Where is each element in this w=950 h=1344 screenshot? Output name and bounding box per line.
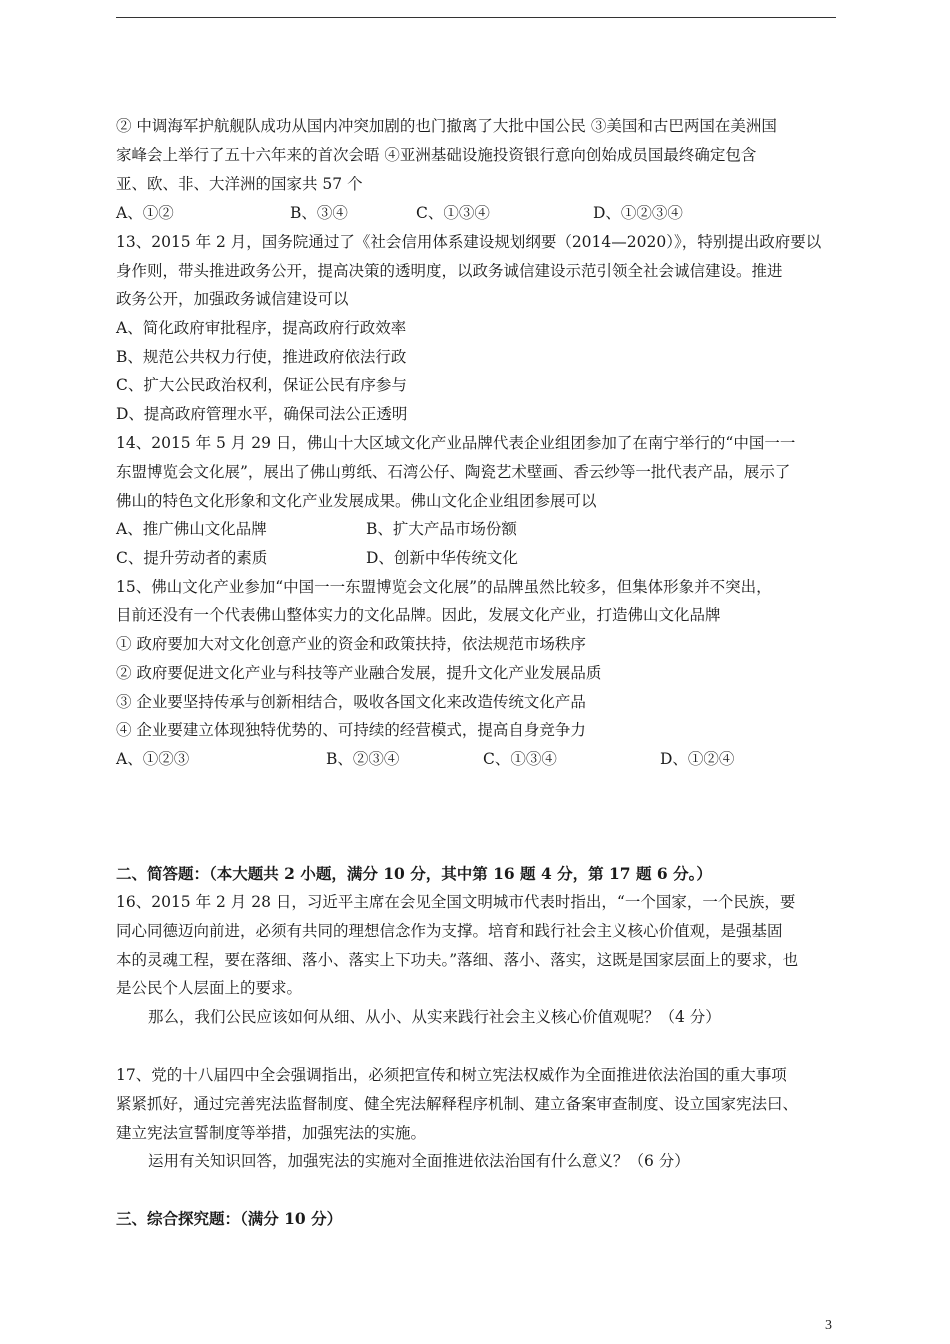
- q14-option-a: A、推广佛山文化品牌: [116, 520, 267, 538]
- q15-option-d: D、①②④: [660, 750, 735, 768]
- q16-line-4: 是公民个人层面上的要求。: [116, 979, 303, 997]
- section-2-heading: 二、简答题：（本大题共 2 小题，满分 10 分，其中第 16 题 4 分，第 17 题 6 分。）: [116, 864, 712, 883]
- q16-line-1: 16、2015 年 2 月 28 日，习近平主席在会见全国文明城市代表时指出，“一个国家，一个民族，要: [116, 893, 796, 911]
- q12-line-1: ② 中调海军护航舰队成功从国内冲突加剧的也门撤离了大批中国公民 ③美国和古巴两国在美洲国: [116, 117, 777, 135]
- q15-item-2: ② 政府要促进文化产业与科技等产业融合发展，提升文化产业发展品质: [116, 664, 602, 682]
- q12-line-2: 家峰会上举行了五十六年来的首次会晤 ④亚洲基础设施投资银行意向创始成员国最终确定包含: [116, 146, 757, 164]
- q12-option-c: C、①③④: [416, 204, 490, 222]
- q13-option-b: B、规范公共权力行使，推进政府依法行政: [116, 348, 407, 366]
- q12-option-b: B、③④: [290, 204, 348, 222]
- section-3-heading: 三、综合探究题：（满分 10 分）: [116, 1209, 343, 1228]
- q13-option-a: A、简化政府审批程序，提高政府行政效率: [116, 319, 407, 337]
- q15-item-3: ③ 企业要坚持传承与创新相结合，吸收各国文化来改造传统文化产品: [116, 693, 586, 711]
- q13-line-2: 身作则，带头推进政务公开，提高决策的透明度，以政务诚信建设示范引领全社会诚信建设。推进: [116, 262, 783, 280]
- q17-line-1: 17、党的十八届四中全会强调指出，必须把宣传和树立宪法权威作为全面推进依法治国的重大事项: [116, 1066, 787, 1084]
- q13-line-3: 政务公开，加强政务诚信建设可以: [116, 290, 349, 308]
- q14-line-2: 东盟博览会文化展”，展出了佛山剪纸、石湾公仔、陶瓷艺术壁画、香云纱等一批代表产品，展示了: [116, 463, 791, 481]
- q14-line-1: 14、2015 年 5 月 29 日，佛山十大区域文化产业品牌代表企业组团参加了在南宁举行的“中国一一: [116, 434, 796, 452]
- q13-option-d: D、提高政府管理水平，确保司法公正透明: [116, 405, 408, 423]
- q15-option-a: A、①②③: [116, 750, 190, 768]
- q12-line-3: 亚、欧、非、大洋洲的国家共 57 个: [116, 175, 363, 193]
- q17-line-2: 紧紧抓好，通过完善宪法监督制度、健全宪法解释程序机制、建立备案审查制度、设立国家宪法曰、: [116, 1095, 799, 1113]
- q12-option-d: D、①②③④: [593, 204, 683, 222]
- q16-question: 那么，我们公民应该如何从细、从小、从实来践行社会主义核心价值观呢？（4 分）: [148, 1008, 721, 1026]
- q16-line-3: 本的灵魂工程，要在落细、落小、落实上下功夫。”落细、落小、落实，这既是国家层面上的要求，也: [116, 951, 799, 969]
- q12-option-a: A、①②: [116, 204, 174, 222]
- q15-item-1: ① 政府要加大对文化创意产业的资金和政策扶持，依法规范市场秩序: [116, 635, 586, 653]
- page-number: 3: [825, 1318, 832, 1333]
- q14-option-b: B、扩大产品市场份额: [366, 520, 517, 538]
- header-rule: [116, 17, 836, 18]
- q14-line-3: 佛山的特色文化形象和文化产业发展成果。佛山文化企业组团参展可以: [116, 492, 597, 510]
- q17-question: 运用有关知识回答，加强宪法的实施对全面推进依法治国有什么意义？（6 分）: [148, 1152, 690, 1170]
- q13-option-c: C、扩大公民政治权利，保证公民有序参与: [116, 376, 407, 394]
- q15-option-b: B、②③④: [326, 750, 400, 768]
- q13-line-1: 13、2015 年 2 月，国务院通过了《社会信用体系建设规划纲要（2014—2020）》，特别提出政府要以: [116, 233, 822, 251]
- q15-option-c: C、①③④: [483, 750, 557, 768]
- q15-line-2: 目前还没有一个代表佛山整体实力的文化品牌。因此，发展文化产业，打造佛山文化品牌: [116, 606, 721, 624]
- q14-option-c: C、提升劳动者的素质: [116, 549, 268, 567]
- q15-line-1: 15、佛山文化产业参加“中国一一东盟博览会文化展”的品牌虽然比较多，但集体形象并不突出，: [116, 578, 772, 596]
- q16-line-2: 同心同德迈向前进，必须有共同的理想信念作为支撑。培育和践行社会主义核心价值观，是强基固: [116, 922, 783, 940]
- q17-line-3: 建立宪法宣誓制度等举措，加强宪法的实施。: [116, 1124, 427, 1142]
- q14-option-d: D、创新中华传统文化: [366, 549, 518, 567]
- q15-item-4: ④ 企业要建立体现独特优势的、可持续的经营模式，提高自身竞争力: [116, 721, 586, 739]
